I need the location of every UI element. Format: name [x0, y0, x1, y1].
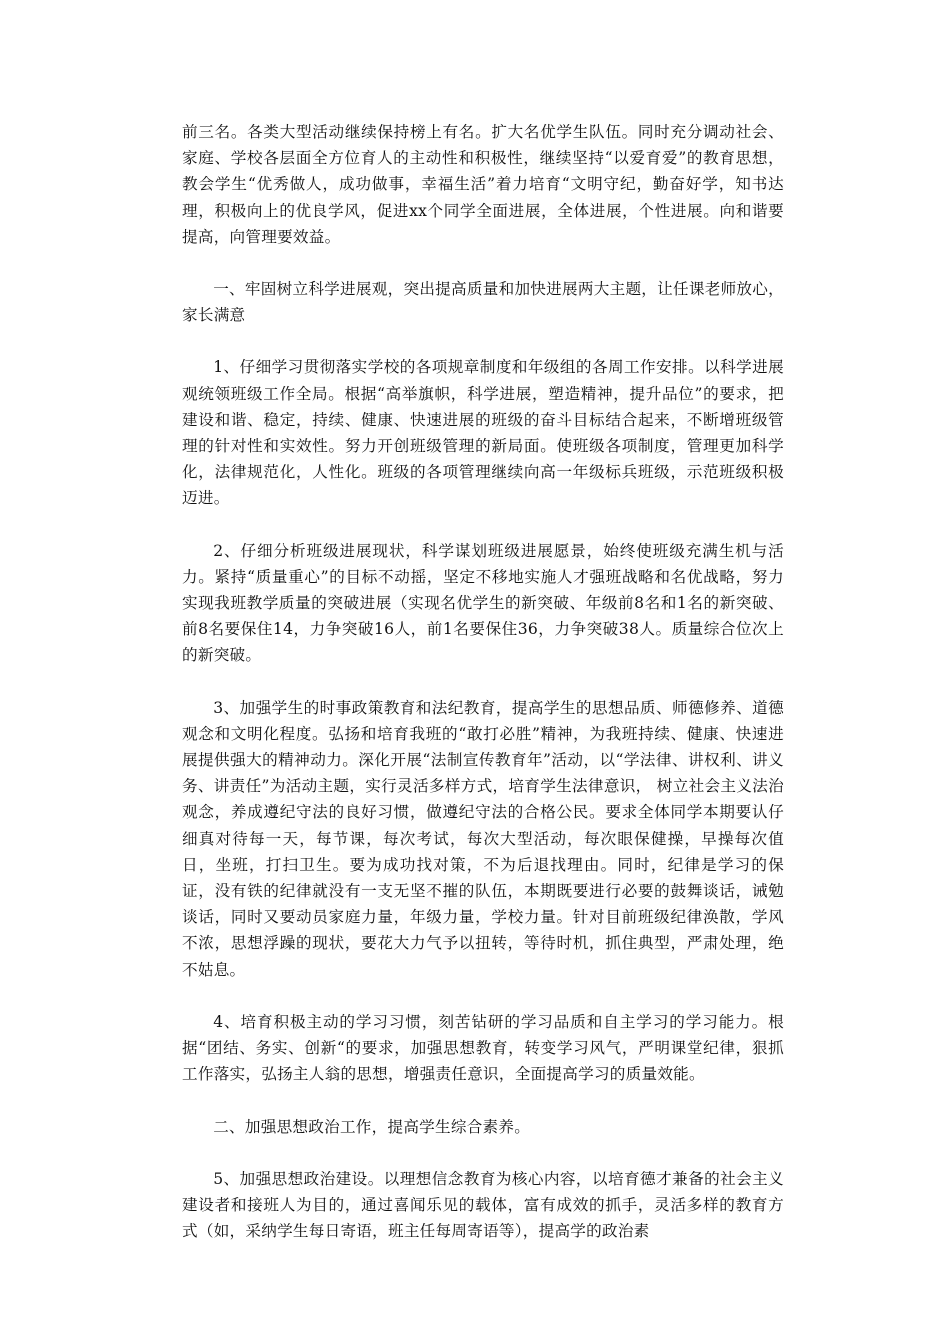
- section-heading-two: 二、加强思想政治工作，提高学生综合素养。: [213, 1117, 531, 1136]
- section-heading-one: 一、牢固树立科学进展观，突出提高质量和加快进展两大主题，让任课老师放心，家长满意: [182, 280, 784, 325]
- paragraph-item-5: 5、加强思想政治建设。以理想信念教育为核心内容，以培育德才兼备的社会主义建设者和接班人为目的，通过喜闻乐见的载体，富有成效的抓手，灵活多样的教育方式（如，采纳学生每日寄语，班主任每周寄语等），提高学的政治素: [182, 1169, 784, 1241]
- paragraph-item-2: 2、仔细分析班级进展现状，科学谋划班级进展愿景，始终使班级充满生机与活力。紧持“质量重心”的目标不动摇，坚定不移地实施人才强班战略和名优战略，努力实现我班教学质量的突破进展（实现名优学生的新突破、年级前8名和1名的新突破、前8名要保住14，力争突破16人，前1名要保住36，力争突破38人。质量综合位次上的新突破。: [182, 541, 784, 665]
- paragraph-continuation: 前三名。各类大型活动继续保持榜上有名。扩大名优学生队伍。同时充分调动社会、家庭、学校各层面全方位育人的主动性和积极性，继续坚持“以爱育爱”的教育思想，教会学生“优秀做人，成功做事，幸福生活”着力培育“文明守纪，勤奋好学，知书达理，积极向上的优良学风，促进xx个同学全面进展，全体进展，个性进展。向和谐要提高，向管理要效益。: [182, 123, 784, 246]
- paragraph-item-3: 3、加强学生的时事政策教育和法纪教育，提高学生的思想品质、师德修养、道德观念和文明化程度。弘扬和培育我班的“敢打必胜”精神，为我班持续、健康、快速进展提供强大的精神动力。深化开展“法制宣传教育年”活动，以“学法律、讲权利、讲义务、讲责任”为活动主题，实行灵活多样方式，培育学生法律意识， 树立社会主义法治观念，养成遵纪守法的良好习惯，做遵纪守法的合格公民。要求全体同学本期要认仔细真对待每一天，每节课，每次考试，每次大型活动，每次眼保健操，早操每次值日，坐班，打扫卫生。要为成功找对策，不为后退找理由。同时，纪律是学习的保证，没有铁的纪律就没有一支无坚不摧的队伍，本期既要进行必要的鼓舞谈话，诫勉谈话，同时又要动员家庭力量，年级力量，学校力量。针对目前班级纪律涣散，学风不浓，思想浮躁的现状，要花大力气予以扭转，等待时机，抓住典型，严肃处理，绝不姑息。: [182, 698, 784, 979]
- paragraph-item-4: 4、培育积极主动的学习习惯，刻苦钻研的学习品质和自主学习的学习能力。根据“团结、务实、创新“的要求，加强思想教育，转变学习风气，严明课堂纪律，狠抓工作落实，弘扬主人翁的思想，增强责任意识，全面提高学习的质量效能。: [182, 1012, 784, 1084]
- document-body: [182, 119, 784, 1244]
- paragraph-item-1: 1、仔细学习贯彻落实学校的各项规章制度和年级组的各周工作安排。以科学进展观统领班级工作全局。根据“高举旗帜，科学进展，塑造精神，提升品位”的要求，把建设和谐、稳定，持续、健康、快速进展的班级的奋斗目标结合起来，不断增班级管理的针对性和实效性。努力开创班级管理的新局面。使班级各项制度，管理更加科学化，法律规范化，人性化。班级的各项管理继续向高一年级标兵班级，示范班级积极迈进。: [182, 358, 784, 508]
